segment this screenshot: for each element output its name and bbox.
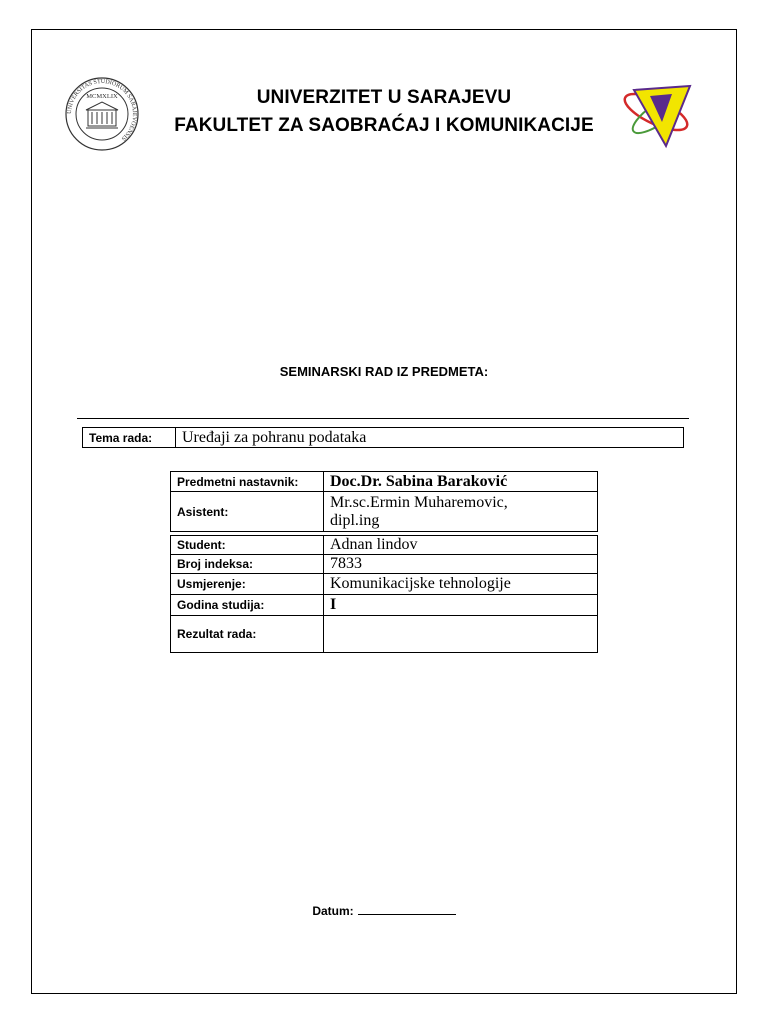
faculty-logo-icon [620,76,696,152]
theme-label-cell [83,428,176,448]
table-row [171,574,598,595]
index-value: 7833 [330,555,362,572]
theme-value-cell [176,428,684,448]
table-row [171,492,598,532]
assistant-value-line1: Mr.sc.Ermin Muharemovic, [330,493,508,511]
label-cell [171,595,324,616]
label-cell [171,555,324,574]
value-cell [324,555,598,574]
student-value: Adnan lindov [330,536,418,553]
faculty-title: FAKULTET ZA SAOBRAĆAJ I KOMUNIKACIJE [174,115,594,136]
year-value: I [330,596,337,613]
result-label: Rezultat rada: [177,627,257,641]
label-cell [171,574,324,595]
label-cell [171,616,324,653]
track-label: Usmjerenje: [177,577,246,591]
value-cell [324,472,598,492]
label-cell [171,472,324,492]
index-label: Broj indeksa: [177,557,254,571]
teacher-table [170,471,598,532]
student-label: Student: [177,538,226,552]
value-cell [324,616,598,653]
divider-line [77,418,689,419]
theme-table [82,427,684,448]
theme-row [83,428,684,448]
seal-year-text: MCMXLIX [86,93,118,100]
value-cell [324,595,598,616]
seal-ring-text: UNIVERSITAS STUDIORUM SARAJEVOENSIS [66,78,138,142]
label-cell [171,536,324,555]
student-table [170,535,598,653]
value-cell [324,536,598,555]
table-row [171,616,598,653]
track-value: Komunikacijske tehnologije [330,575,511,592]
date-label: Datum: [312,904,354,918]
theme-value: Uređaji za pohranu podataka [182,428,367,446]
label-cell [171,492,324,532]
table-row [171,536,598,555]
value-cell [324,492,598,532]
teacher-value: Doc.Dr. Sabina Baraković [330,472,508,490]
university-title: UNIVERZITET U SARAJEVU [256,87,512,108]
date-blank-line [358,903,456,915]
assistant-value-line2: dipl.ing [330,511,380,529]
theme-label: Tema rada: [89,430,153,445]
assistant-label: Asistent: [177,504,229,519]
table-row [171,555,598,574]
table-row [171,472,598,492]
value-cell [324,574,598,595]
date-field [0,903,768,918]
year-label: Godina studija: [177,598,265,612]
seminar-title: SEMINARSKI RAD IZ PREDMETA: [279,364,489,379]
teacher-label: Predmetni nastavnik: [177,474,299,489]
table-row [171,595,598,616]
